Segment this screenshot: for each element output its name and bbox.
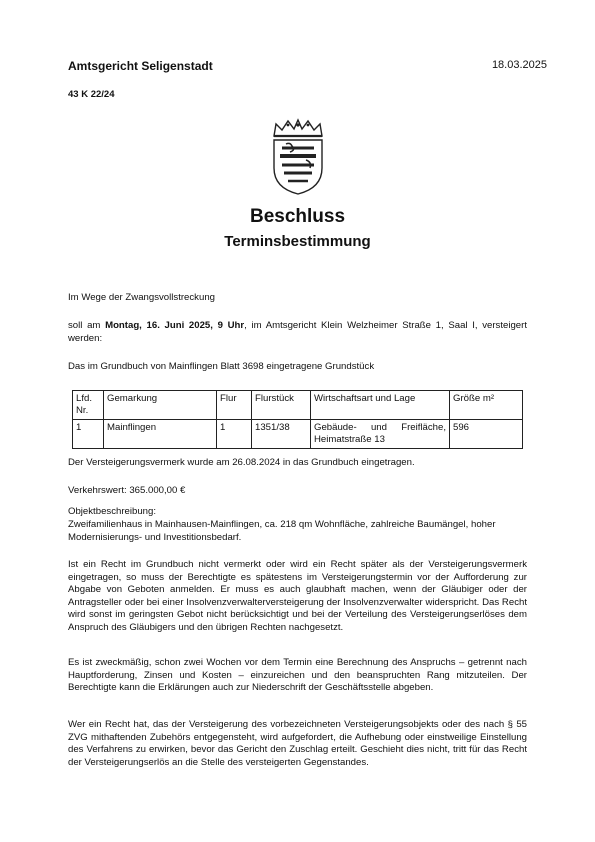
coat-of-arms-icon bbox=[268, 118, 328, 196]
table-header: Wirtschaftsart und Lage bbox=[311, 391, 450, 420]
grundbuch-intro: Das im Grundbuch von Mainflingen Blatt 3698 eingetragene Grundstück bbox=[68, 361, 375, 372]
court-name: Amtsgericht Seligenstadt bbox=[68, 59, 213, 73]
document-subtitle: Terminsbestimmung bbox=[224, 233, 371, 250]
intro-text: Im Wege der Zwangsvollstreckung bbox=[68, 292, 215, 303]
table-header: Gemarkung bbox=[104, 391, 217, 420]
table-cell: Gebäude- und Freifläche, Heimatstraße 13 bbox=[311, 420, 450, 449]
table-row bbox=[73, 420, 523, 449]
table-header: Größe m² bbox=[450, 391, 523, 420]
table-cell: 1 bbox=[217, 420, 252, 449]
termin-text bbox=[68, 320, 527, 345]
table-cell: 1 bbox=[73, 420, 104, 449]
paragraph-claims: Es ist zweckmäßig, schon zwei Wochen vor dem Termin eine Berechnung des Anspruchs – getrennt nach Hauptforderung, Zinsen und Kosten – einzureichen und den beanspruchten Rang mitzuteilen. Der Berechtigte kann die Erklärungen auch zur Niederschrift der Geschäftsstelle abgeben. bbox=[68, 657, 527, 694]
termin-suffix: , im Amtsgericht Klein Welzheimer Straße 1, Saal I, versteigert werden: bbox=[68, 320, 528, 344]
termin-datetime: Montag, 16. Juni 2025, 9 Uhr bbox=[105, 320, 245, 331]
table-cell: 1351/38 bbox=[252, 420, 311, 449]
document-date: 18.03.2025 bbox=[491, 59, 547, 71]
table-header: Lfd. Nr. bbox=[73, 391, 104, 420]
objekt-label: Objektbeschreibung: bbox=[68, 506, 156, 517]
document-title: Beschluss bbox=[249, 206, 346, 227]
table-header: Flurstück bbox=[252, 391, 311, 420]
property-table bbox=[72, 390, 523, 449]
paragraph-rights: Ist ein Recht im Grundbuch nicht vermerkt oder wird ein Recht später als der Versteigerungsvermerk eingetragen, so muss der Berechtigte es spätestens im Versteigerungstermin vor der Aufforderung zur Abgabe von Geboten anmelden. Er muss es auch glaubhaft machen, wenn der Gläubiger oder der Antragsteller oder bei einer Insolvenzverwalterversteigerung der Insolvenzverwalter widerspricht. Das Recht wird sonst im geringsten Gebot nicht berücksichtigt und bei der Verteilung des Versteigerungserlöses dem Anspruch des Gläubigers und den übrigen Rechten nachgesetzt. bbox=[68, 559, 527, 633]
verkehrswert-text: Verkehrswert: 365.000,00 € bbox=[68, 485, 186, 496]
table-cell: Mainflingen bbox=[104, 420, 217, 449]
termin-prefix: soll am bbox=[68, 320, 106, 331]
table-header-row bbox=[73, 391, 523, 420]
table-cell: 596 bbox=[450, 420, 523, 449]
paragraph-objection: Wer ein Recht hat, das der Versteigerung des vorbezeichneten Versteigerungsobjekts oder des nach § 55 ZVG mithaftenden Zubehörs entgegensteht, wird aufgefordert, die Aufhebung oder einstweilige Einstellung des Verfahrens zu erwirken, bevor das Gericht den Zuschlag erteilt. Geschieht dies nicht, tritt für das Recht der Versteigerungserlös an die Stelle des versteigerten Gegenstandes. bbox=[68, 719, 527, 768]
case-number: 43 K 22/24 bbox=[68, 89, 115, 100]
objekt-description: Zweifamilienhaus in Mainhausen-Mainflingen, ca. 218 qm Wohnfläche, zahlreiche Baumängel, hoher Modernisierungs- und Investitionsbedarf. bbox=[68, 519, 496, 543]
vermerk-text: Der Versteigerungsvermerk wurde am 26.08.2024 in das Grundbuch eingetragen. bbox=[68, 457, 415, 468]
table-header: Flur bbox=[217, 391, 252, 420]
